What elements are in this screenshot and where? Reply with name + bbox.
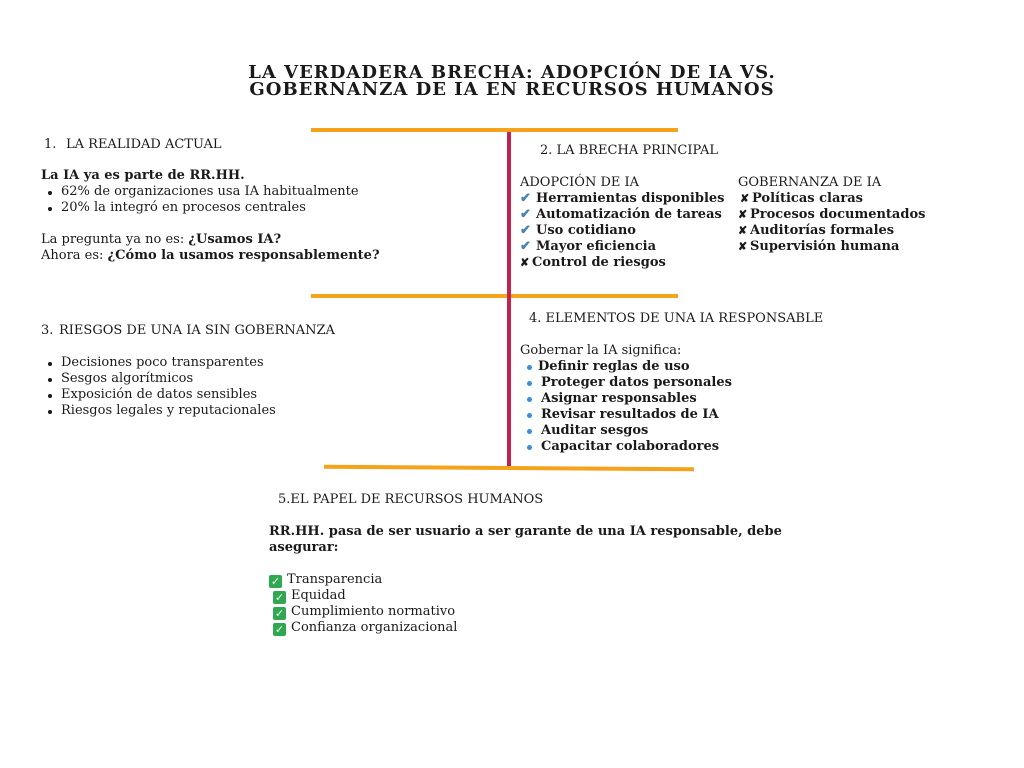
section-realidad-actual xyxy=(41,137,380,264)
list-item: ✔ Herramientas disponibles xyxy=(520,191,725,206)
x-mark-icon: ✘ xyxy=(738,224,748,237)
section-5-heading xyxy=(278,492,543,507)
x-mark-icon: ✘ xyxy=(738,240,748,253)
list-item: ✘ Control de riesgos xyxy=(520,255,666,270)
section-4-list xyxy=(520,359,732,455)
adoption-header: ADOPCIÓN DE IA xyxy=(520,175,640,190)
section-elementos xyxy=(520,343,732,455)
check-icon: ✔ xyxy=(520,223,531,238)
governance-header: GOBERNANZA DE IA xyxy=(738,175,882,190)
list-item: Exposición de datos sensibles xyxy=(41,387,335,403)
section-1-list xyxy=(41,184,380,216)
section-4-heading xyxy=(529,311,823,326)
section-5-title: EL PAPEL DE RECURSOS HUMANOS xyxy=(290,492,544,507)
page-title xyxy=(0,64,1024,98)
crimson-divider-vertical xyxy=(507,132,511,466)
section-2-number: 2. xyxy=(540,143,553,158)
list-item: Decisiones poco transparentes xyxy=(41,355,335,371)
list-item: Proteger datos personales xyxy=(520,375,732,391)
section-2-heading xyxy=(540,143,718,158)
check-icon: ✔ xyxy=(520,239,531,254)
section-1-question-1: La pregunta ya no es: ¿Usamos IA? xyxy=(41,232,282,247)
section-2-title: LA BRECHA PRINCIPAL xyxy=(556,143,719,158)
section-3-title: RIESGOS DE UNA IA SIN GOBERNANZA xyxy=(59,323,335,338)
list-item: ✔ Mayor eficiencia xyxy=(520,239,656,254)
list-item: Revisar resultados de IA xyxy=(520,407,732,423)
section-5-intro-line-1: RR.HH. pasa de ser usuario a ser garante de una IA responsable, debe xyxy=(269,524,782,539)
question-1-bold: ¿Usamos IA? xyxy=(188,232,282,247)
section-riesgos xyxy=(41,323,335,419)
list-item: ✘ Procesos documentados xyxy=(738,207,926,222)
list-item: ✔ Uso cotidiano xyxy=(520,223,636,238)
green-check-box-icon: ✓ xyxy=(274,591,285,604)
section-1-title: LA REALIDAD ACTUAL xyxy=(66,137,222,152)
list-item: ✔ Automatización de tareas xyxy=(520,207,722,222)
section-1-intro: La IA ya es parte de RR.HH. xyxy=(41,168,245,183)
question-2-bold: ¿Cómo la usamos responsablemente? xyxy=(107,248,380,263)
list-item: ✘ Políticas claras xyxy=(740,191,863,206)
page-title-line-1: LA VERDADERA BRECHA: ADOPCIÓN DE IA VS. xyxy=(248,62,776,83)
list-item: ✓ Confianza organizacional xyxy=(274,620,458,636)
list-item: Auditar sesgos xyxy=(520,423,732,439)
section-4-number: 4. xyxy=(529,311,542,326)
section-1-number: 1. xyxy=(44,137,57,152)
list-item: ✘ Supervisión humana xyxy=(738,239,900,254)
orange-divider-middle xyxy=(311,294,678,298)
list-item: Sesgos algorítmicos xyxy=(41,371,335,387)
governance-column xyxy=(738,175,925,255)
section-3-number: 3. xyxy=(41,323,54,338)
list-item: Asignar responsables xyxy=(520,391,732,407)
list-item: ✘ Auditorías formales xyxy=(738,223,895,238)
list-item: ✓ Transparencia xyxy=(270,572,383,588)
x-mark-icon: ✘ xyxy=(520,256,530,269)
list-item: ✓ Equidad xyxy=(274,588,346,604)
list-item: ✓ Cumplimiento normativo xyxy=(274,604,456,620)
section-5-intro-line-2: asegurar: xyxy=(269,540,339,555)
list-item: 20% la integró en procesos centrales xyxy=(41,200,380,216)
green-check-box-icon: ✓ xyxy=(274,623,285,636)
green-check-box-icon: ✓ xyxy=(270,575,281,588)
green-check-box-icon: ✓ xyxy=(274,607,285,620)
orange-divider-top xyxy=(311,128,678,132)
adoption-column xyxy=(520,175,724,271)
section-4-title: ELEMENTOS DE UNA IA RESPONSABLE xyxy=(545,311,824,326)
page-title-line-2: GOBERNANZA DE IA EN RECURSOS HUMANOS xyxy=(249,79,775,100)
section-4-intro: Gobernar la IA significa: xyxy=(520,343,682,358)
section-1-question-2: Ahora es: ¿Cómo la usamos responsablemente? xyxy=(41,248,380,263)
section-3-heading xyxy=(41,323,335,338)
check-icon: ✔ xyxy=(520,207,531,222)
list-item: 62% de organizaciones usa IA habitualmente xyxy=(41,184,380,200)
section-5-number: 5. xyxy=(278,492,291,507)
section-3-list xyxy=(41,355,335,419)
check-icon: ✔ xyxy=(520,191,531,206)
x-mark-icon: ✘ xyxy=(740,192,750,205)
section-papel-rrhh xyxy=(269,524,782,636)
list-item: Definir reglas de uso xyxy=(520,359,732,375)
list-item: Riesgos legales y reputacionales xyxy=(41,403,335,419)
list-item: Capacitar colaboradores xyxy=(520,439,732,455)
section-1-heading xyxy=(41,137,380,152)
x-mark-icon: ✘ xyxy=(738,208,748,221)
